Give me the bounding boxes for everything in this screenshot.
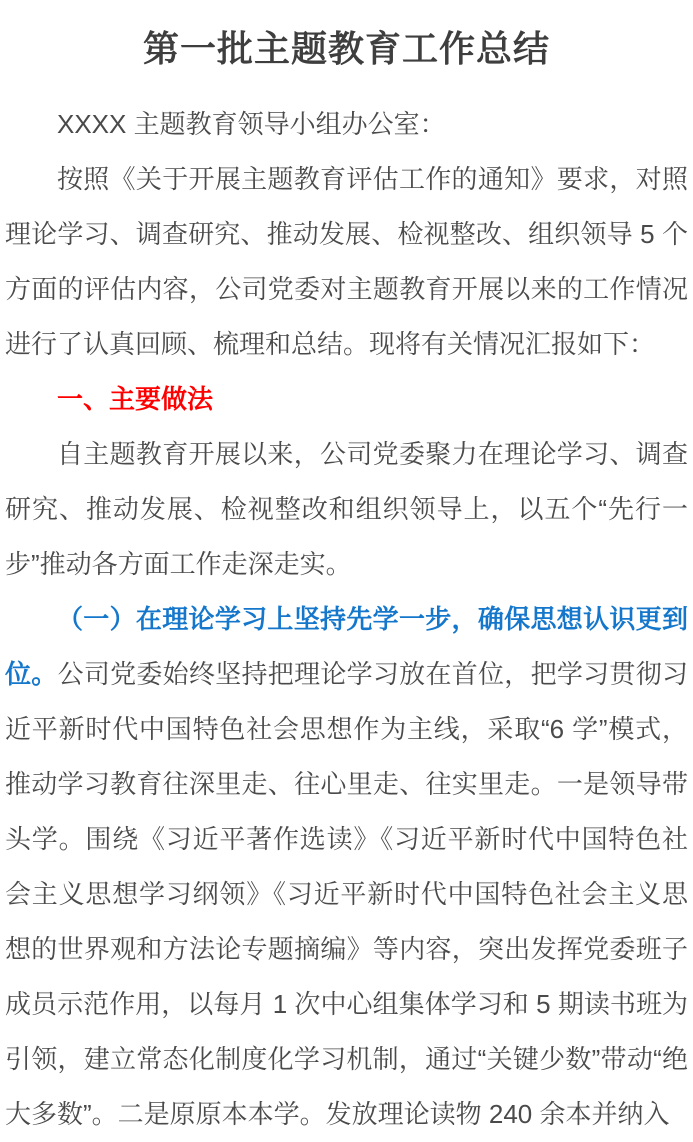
subsection-1-body-text: 公司党委始终坚持把理论学习放在首位，把学习贯彻习近平新时代中国特色社会思想作为主线，采取“6 学”模式，推动学习教育往深里走、往心里走、往实里走。一是领导带头学。围绕《习近平著作选读》《习近平新时代中国特色社会主义思想学习纲领》《习近平新时代中国特色社会主义思想的世界观和方法论专题摘编》等内容，突出发挥党委班子成员示范作用，以每月 1 次中心组集体学习和 5 期读书班为引领，建立常态化制度化学习机制，通过“关键少数”带动“绝大多数”。二是原原本本学。发放理论读物 240 余本并纳入 bbox=[5, 659, 688, 1129]
subsection-1-paragraph bbox=[5, 592, 688, 1142]
section-1-overview-paragraph: 自主题教育开展以来，公司党委聚力在理论学习、调查研究、推动发展、检视整改和组织领导上，以五个“先行一步”推动各方面工作走深走实。 bbox=[5, 439, 688, 579]
document-title: 第一批主题教育工作总结 bbox=[142, 28, 550, 69]
salutation-paragraph: XXXX 主题教育领导小组办公室： bbox=[57, 109, 446, 139]
intro-paragraph: 按照《关于开展主题教育评估工作的通知》要求，对照理论学习、调查研究、推动发展、检视整改、组织领导 5 个方面的评估内容，公司党委对主题教育开展以来的工作情况进行了认真回顾、梳理和总结。现将有关情况汇报如下： bbox=[5, 164, 688, 359]
section-1-heading: 一、主要做法 bbox=[57, 384, 214, 414]
subsection-1-heading: （一）在理论学习上坚持先学一步，确保思想认识更到位。 bbox=[5, 604, 688, 689]
